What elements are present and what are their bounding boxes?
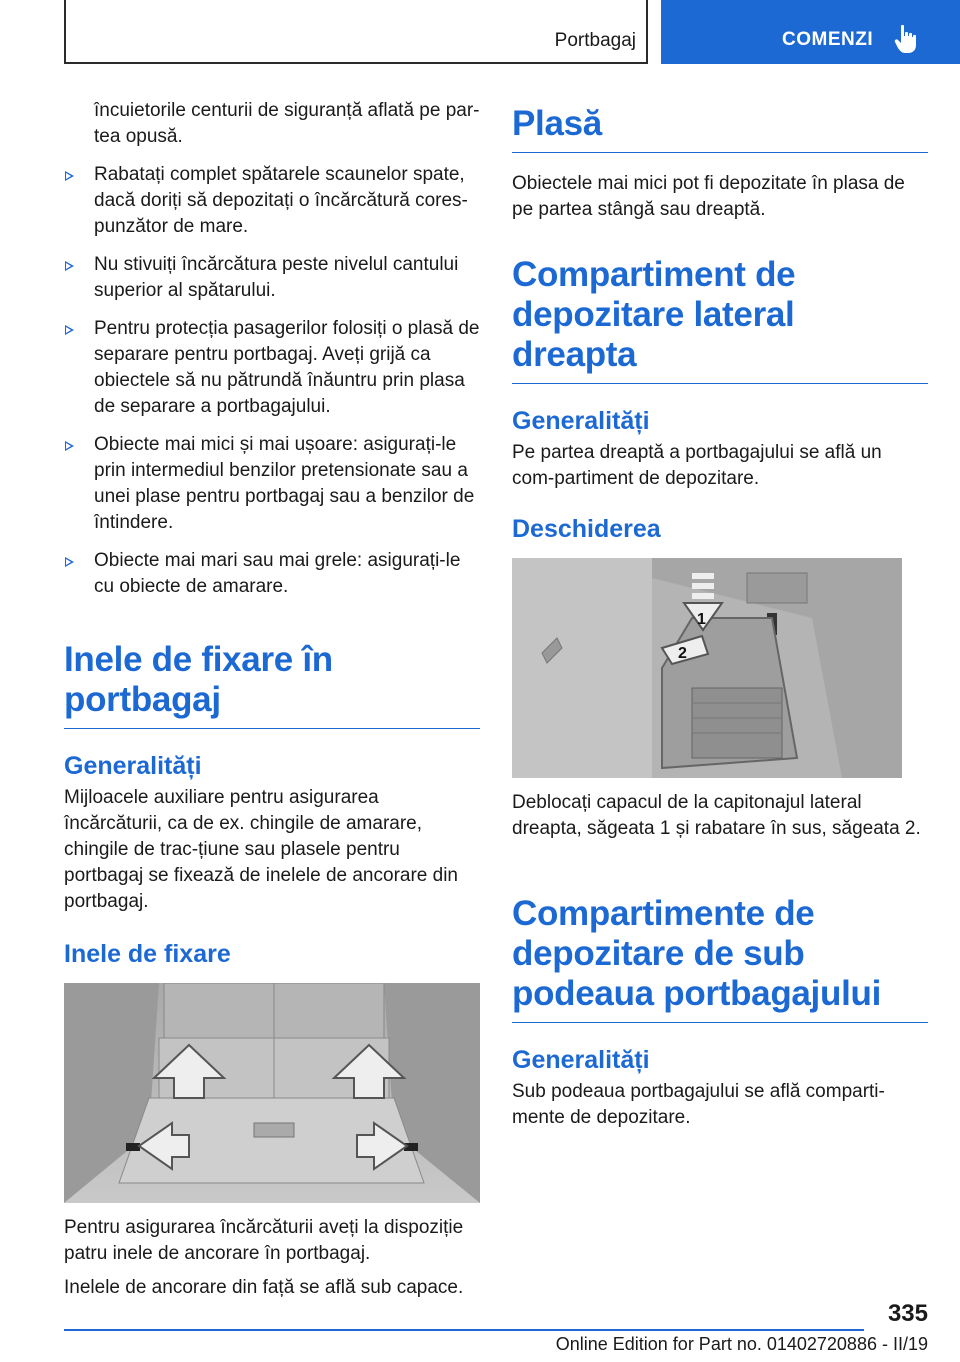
side-compartment-figure xyxy=(512,558,902,778)
figure-caption-2: Inelele de ancorare din față se află sub capace. xyxy=(64,1277,464,1298)
subheading-general: Generalități xyxy=(512,407,650,435)
left-column xyxy=(64,98,480,1301)
right-column xyxy=(512,104,928,1131)
figure-caption-3: Deblocați capacul de la capitonajul lateral dreapta, săgeata 1 și rabatare în sus, săgeata 2. xyxy=(512,792,921,839)
subheading-general: Generalități xyxy=(512,1046,650,1074)
hand-pointer-icon xyxy=(894,24,918,54)
net-description: Obiectele mai mici pot fi depozitate în plasa de pe partea stângă sau dreaptă. xyxy=(512,173,905,220)
bullet-text: Obiecte mai mari sau mai grele: asigurați-le cu obiecte de amarare. xyxy=(94,550,461,597)
section-heading-rings: Inele de fixare în portbagaj xyxy=(64,640,480,729)
edition-note: Online Edition for Part no. 01402720886 - II/19 xyxy=(555,1334,928,1354)
section-heading-net: Plasă xyxy=(512,104,928,153)
list-item xyxy=(64,548,480,600)
header-bar xyxy=(64,0,648,64)
floor-compartments-description: Sub podeaua portbagajului se află comparti-mente de depozitare. xyxy=(512,1081,885,1128)
intro-text: încuietorile centurii de siguranță aflată pe par-tea opusă. xyxy=(94,100,480,147)
section-title: Portbagaj xyxy=(554,30,636,51)
figure-caption-1: Pentru asigurarea încărcăturii aveți la dispoziție patru inele de ancorare în portbagaj. xyxy=(64,1217,464,1264)
side-compartment-illustration xyxy=(512,558,902,778)
bullet-text: Nu stivuiți încărcătura peste nivelul cantului superior al spătarului. xyxy=(94,254,459,301)
list-item xyxy=(64,162,480,240)
triangle-bullet-icon xyxy=(65,441,74,451)
bullet-list xyxy=(64,162,480,600)
triangle-bullet-icon xyxy=(65,261,74,271)
arrow-label-2: 2 xyxy=(678,645,687,662)
bullet-text: Obiecte mai mici și mai ușoare: asigurați-le prin intermediul benzilor pretensionate sau a unei plase pentru portbagaj sau a benzilor de întindere. xyxy=(94,434,475,533)
page-number: 335 xyxy=(887,1300,928,1327)
subheading-opening: Deschiderea xyxy=(512,515,661,543)
side-compartment-description: Pe partea dreaptă a portbagajului se află un com-partiment de depozitare. xyxy=(512,442,882,489)
bullet-text: Pentru protecția pasagerilor folosiți o plasă de separare pentru portbagaj. Aveți grijă ca obiectele să nu pătrundă înăuntru prin plasa de separare a portbagajului. xyxy=(94,318,480,417)
section-heading-side-compartment: Compartiment de depozitare lateral dreapta xyxy=(512,255,928,384)
rings-description: Mijloacele auxiliare pentru asigurarea încărcăturii, ca de ex. chingile de amarare, chingile de trac-țiune sau plasele pentru portbagaj se fixează de inelele de ancorare din portbagaj. xyxy=(64,787,458,912)
trunk-rings-figure xyxy=(64,983,480,1203)
trunk-illustration xyxy=(64,983,480,1203)
list-item xyxy=(64,252,480,304)
footer-divider xyxy=(64,1329,864,1331)
arrow-label-1: 1 xyxy=(697,611,706,628)
tab-comenzi-label: COMENZI xyxy=(782,29,874,50)
list-item xyxy=(64,316,480,420)
section-heading-floor-compartments: Compartimente de depozitare de sub podeaua portbagajului xyxy=(512,894,928,1023)
subheading-general: Generalități xyxy=(64,752,202,780)
subheading-rings: Inele de fixare xyxy=(64,940,231,968)
triangle-bullet-icon xyxy=(65,325,74,335)
triangle-bullet-icon xyxy=(65,171,74,181)
bullet-text: Rabatați complet spătarele scaunelor spate, dacă doriți să depozitați o încărcătură cores-punzător de mare. xyxy=(94,164,468,237)
triangle-bullet-icon xyxy=(65,557,74,567)
list-item xyxy=(64,432,480,536)
